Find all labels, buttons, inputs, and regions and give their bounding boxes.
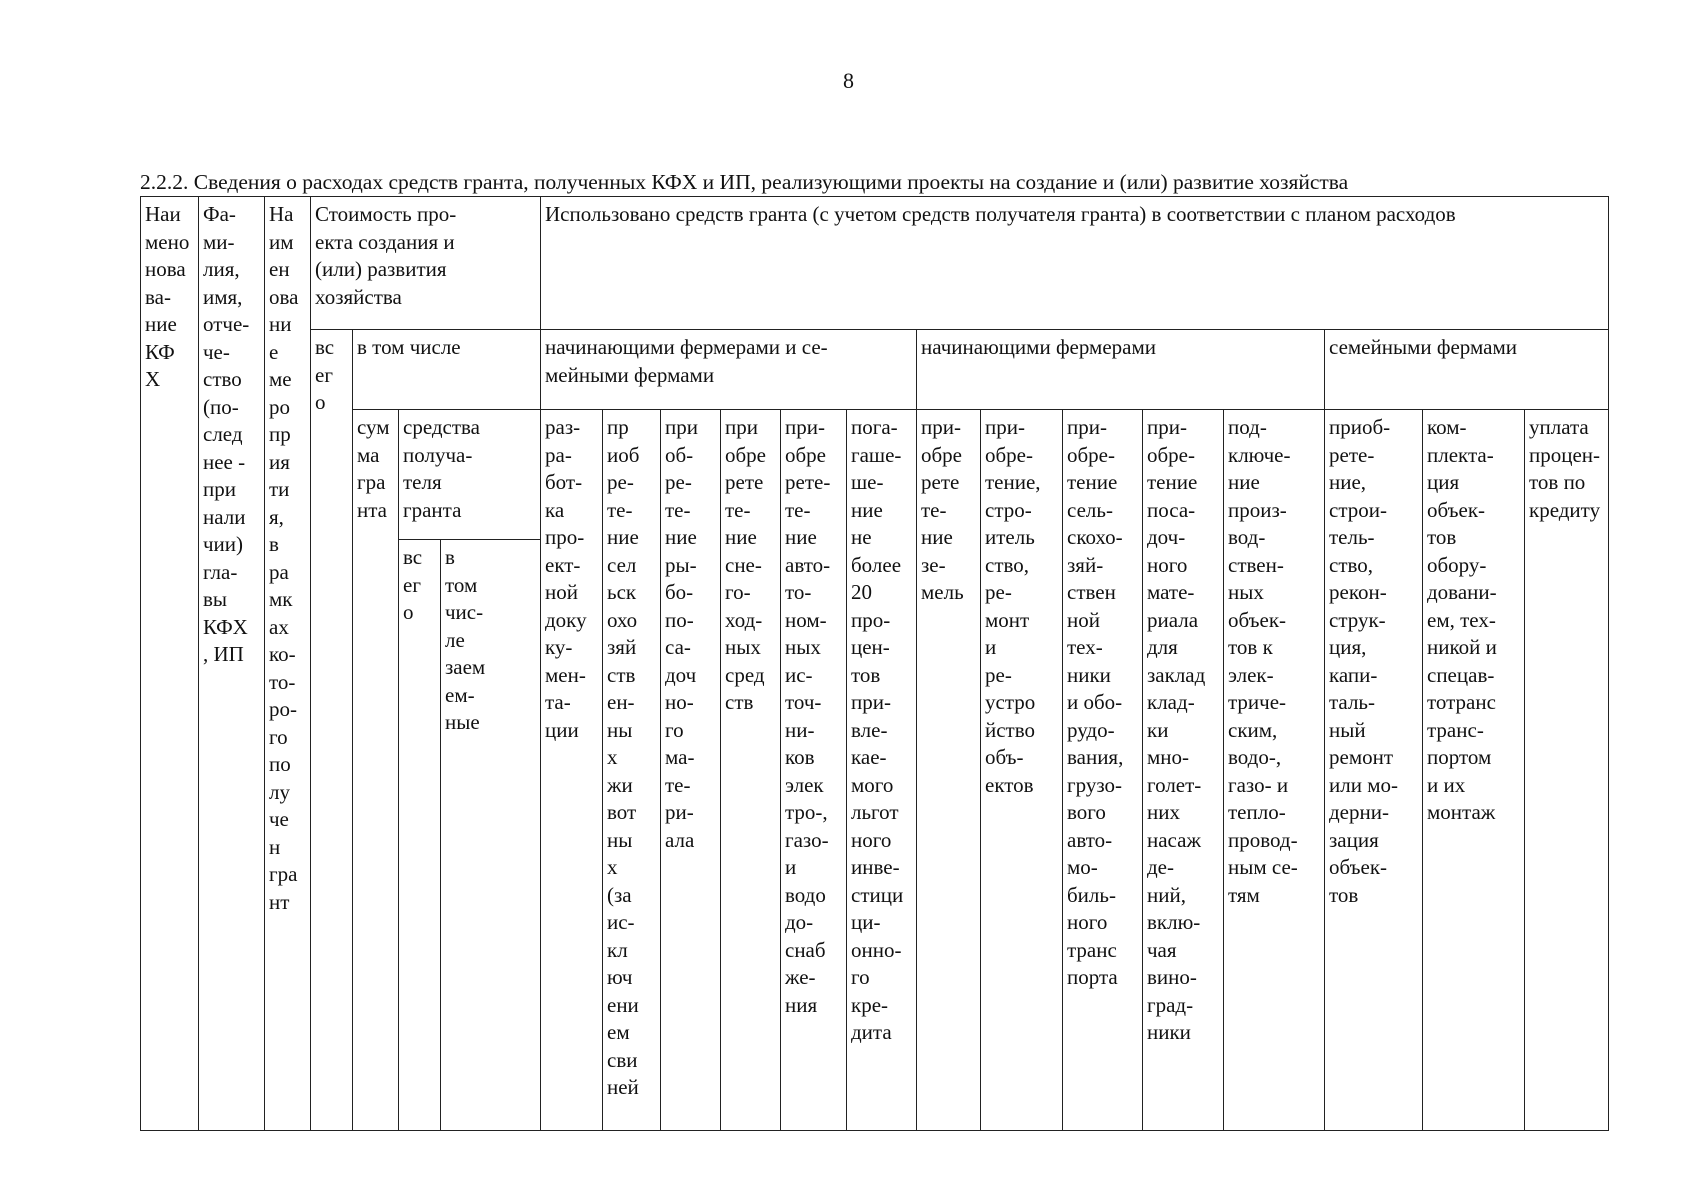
header-novice-col-1: при- обре рете те- ние зе- мель — [917, 410, 981, 1131]
header-group-novice: начинающими фермерами — [917, 330, 1325, 410]
header-both-col-2: пр иоб ре- те- ние сел ьск охо зяй ств ен- ны х жи вот ны х (за ис- кл юч ени ем сви ней — [603, 410, 661, 1131]
header-novice-col-2: при- обре- тение, стро- итель ство, ре- монт и ре- устро йство объ- ектов — [981, 410, 1063, 1131]
header-recipient-total: вс ег о — [399, 540, 441, 1131]
header-kfh-name: Наи мено нова ва- ние КФ Х — [141, 197, 199, 1131]
table-caption: 2.2.2. Сведения о расходах средств гранта, полученных КФХ и ИП, реализующими проекты на создание и (или) развитие хозяйства — [140, 170, 1349, 194]
header-family-col-3: уплата процен- тов по кредиту — [1525, 410, 1609, 1131]
header-novice-col-5: под- ключе- ние произ- вод- ствен- ных объек- тов к элек- триче- ским, водо-, газо- и тепло- провод- ным се- тям — [1224, 410, 1325, 1131]
header-novice-col-4: при- обре- тение поса- доч- ного мате- риала для заклад клад- ки мно- голет- них насаж де- ний, вклю- чая вино- град- ники — [1143, 410, 1224, 1131]
header-cost-total: вс ег о — [311, 330, 353, 1131]
page-number: 8 — [843, 68, 854, 93]
header-both-col-3: при об- ре- те- ние ры- бо- по- са- доч но- го ма- те- ри- ала — [661, 410, 721, 1131]
header-both-col-1: раз- ра- бот- ка про- ект- ной доку ку- мен- та- ции — [541, 410, 603, 1131]
header-both-col-4: при обре рете те- ние сне- го- ход- ных сред ств — [721, 410, 781, 1131]
header-both-col-6: пога- гаше- ше- ние не более 20 про- цен- тов при- вле- кае- мого льгот ного инве- стици ци- онно- го кре- дита — [847, 410, 917, 1131]
header-recipient-loans: в том чис- ле заем ем- ные — [441, 540, 541, 1131]
header-novice-col-3: при- обре- тение сель- скохо- зяй- ствен ной тех- ники и обо- рудо- вания, грузо- вого авто- мо- биль- ного транс порта — [1063, 410, 1143, 1131]
header-family-col-2: ком- плекта- ция объек- тов обору- довани- ем, тех- никой и спецав- тотранс транс- портом и их монтаж — [1423, 410, 1525, 1131]
grant-expenses-table — [140, 196, 1609, 1131]
header-grant-used: Использовано средств гранта (с учетом средств получателя гранта) в соответствии с планом расходов — [541, 197, 1609, 330]
header-head-name: Фа- ми- лия, имя, отче- че- ство (по- след нее - при нали чии) гла- вы КФХ , ИП — [199, 197, 265, 1131]
header-group-novice-and-family: начинающими фермерами и се- мейными фермами — [541, 330, 917, 410]
header-family-col-1: приоб- рете- ние, строи- тель- ство, рекон- струк- ция, капи- таль- ный ремонт или мо- дерни- зация объек- тов — [1325, 410, 1423, 1131]
header-group-family: семейными фермами — [1325, 330, 1609, 410]
header-both-col-5: при- обре рете- те- ние авто- то- ном- ных ис- точ- ни- ков элек тро-, газо- и водо до- снаб же- ния — [781, 410, 847, 1131]
header-recipient-funds: средства получа- теля гранта — [399, 410, 541, 540]
header-project-cost: Стоимость про- екта создания и (или) развития хозяйства — [311, 197, 541, 330]
header-grant-sum: сум ма гра нта — [353, 410, 399, 1131]
header-cost-including: в том числе — [353, 330, 541, 410]
header-event-name: На им ен ова ни е ме ро пр ия ти я, в ра мк ах ко- то- ро- го по лу че н гра нт — [265, 197, 311, 1131]
